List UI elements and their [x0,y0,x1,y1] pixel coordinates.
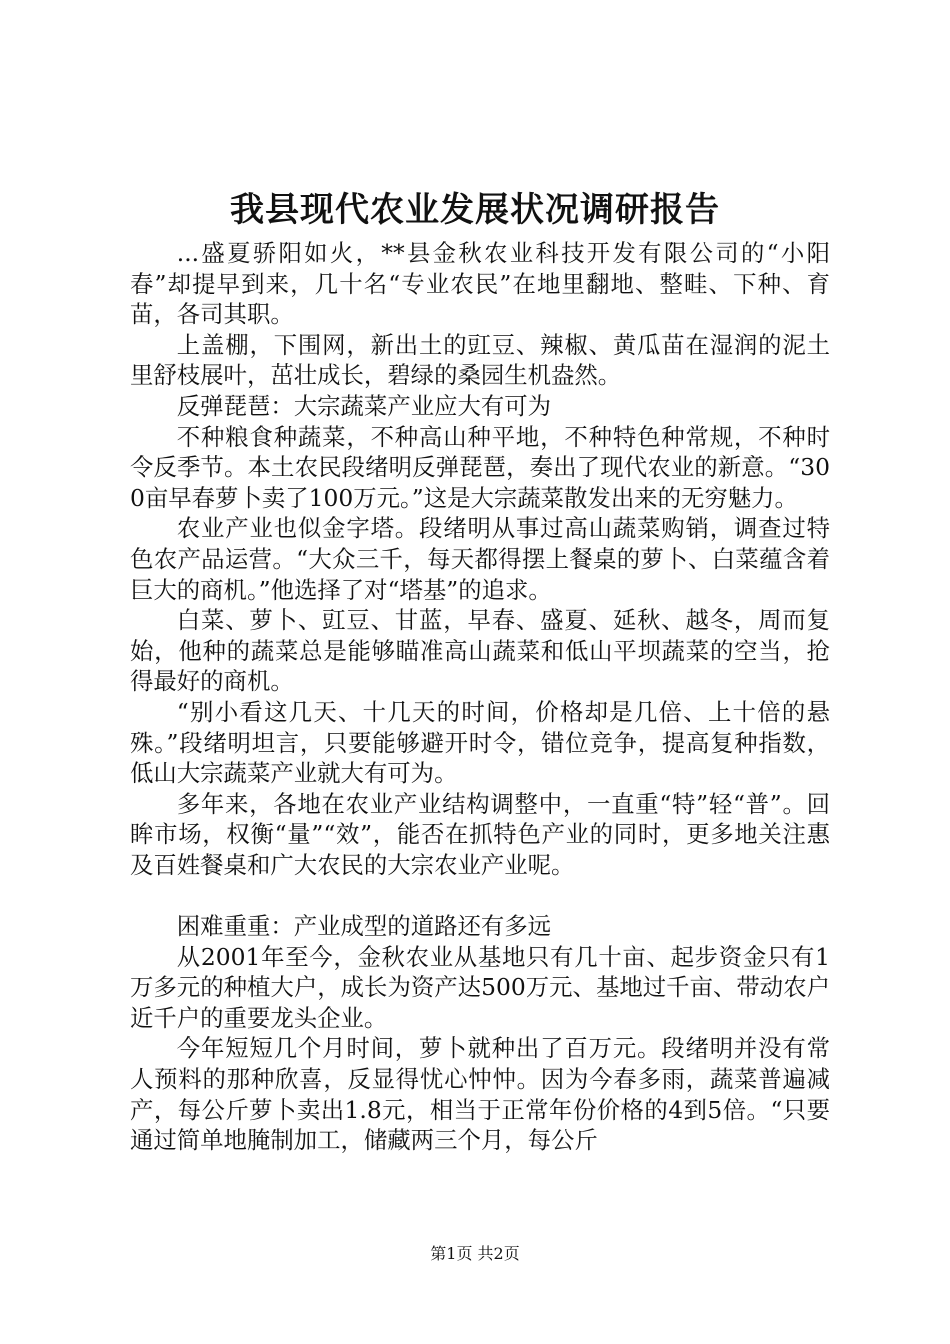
paragraph: 白菜、萝卜、豇豆、甘蓝，早春、盛夏、延秋、越冬，周而复始，他种的蔬菜总是能够瞄准高山蔬菜和低山平坝蔬菜的空当，抢得最好的商机。 [130,606,830,696]
section-heading: 反弹琵琶：大宗蔬菜产业应大有可为 [176,391,552,420]
page-footer: 第1页 共2页 [430,1244,520,1263]
document-body [130,238,830,1156]
paragraph: ...盛夏骄阳如火，**县金秋农业科技开发有限公司的“小阳春”却提早到来，几十名“专业农民”在地里翻地、整畦、下种、育苗，各司其职。 [130,239,830,329]
paragraph: 多年来，各地在农业产业结构调整中，一直重“特”轻“普”。回眸市场，权衡“量”“效”，能否在抓特色产业的同时，更多地关注惠及百姓餐桌和广大农民的大宗农业产业呢。 [130,789,830,879]
paragraph: 今年短短几个月时间，萝卜就种出了百万元。段绪明并没有常人预料的那种欣喜，反显得忧心忡忡。因为今春多雨，蔬菜普遍减产，每公斤萝卜卖出1.8元，相当于正常年份价格的4到5倍。“只要通过简单地腌制加工，储藏两三个月，每公斤 [130,1034,830,1155]
document-title: 我县现代农业发展状况调研报告 [230,190,720,230]
paragraph: 不种粮食种蔬菜，不种高山种平地，不种特色种常规，不种时令反季节。本土农民段绪明反弹琵琶，奏出了现代农业的新意。“300亩早春萝卜卖了100万元。”这是大宗蔬菜散发出来的无穷魅力。 [130,422,830,512]
section-heading: 困难重重：产业成型的道路还有多远 [176,912,552,941]
paragraph: 从2001年至今，金秋农业从基地只有几十亩、起步资金只有1万多元的种植大户，成长为资产达500万元、基地过千亩、带动农户近千户的重要龙头企业。 [130,942,830,1032]
blank-line [130,880,830,911]
paragraph: 农业产业也似金字塔。段绪明从事过高山蔬菜购销，调查过特色农产品运营。“大众三千，每天都得摆上餐桌的萝卜、白菜蕴含着巨大的商机。”他选择了对“塔基”的追求。 [130,514,830,604]
paragraph: 上盖棚，下围网，新出土的豇豆、辣椒、黄瓜苗在湿润的泥土里舒枝展叶，茁壮成长，碧绿的桑园生机盎然。 [130,330,830,390]
paragraph: “别小看这几天、十几天的时间，价格却是几倍、上十倍的悬殊。”段绪明坦言，只要能够避开时令，错位竞争，提高复种指数，低山大宗蔬菜产业就大有可为。 [130,697,830,788]
